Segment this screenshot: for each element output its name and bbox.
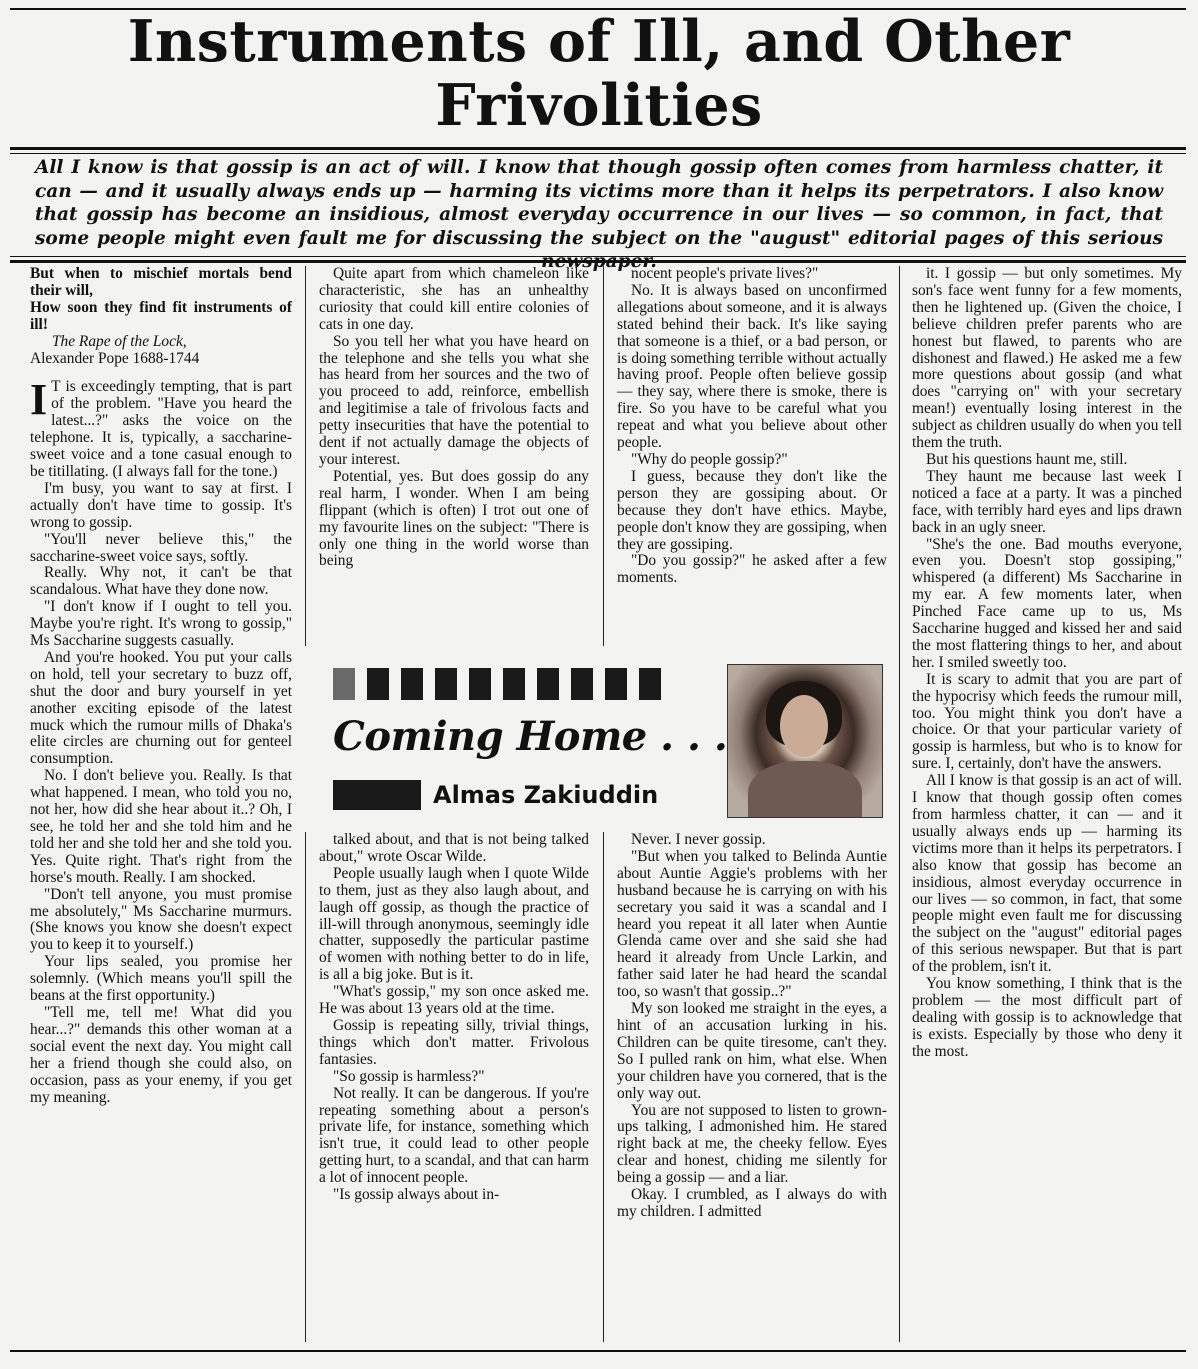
paragraph: T is exceedingly tempting, that is part of the problem. "Have you heard the latest...?" asks the voice on the telephone. It is, typically, a saccharine-sweet voice and a tone casual enough to be titillating. (I always fall for the tone.) (30, 378, 292, 480)
paragraph: "She's the one. Bad mouths everyone, even you. Doesn't stop gossiping," whispered (a different) Ms Saccharine in my ear. A few moments later, when Pinched Face came up to us, Ms Saccharine hugged and kissed her and said the most flattering things to her, and about her. I smiled sweetly too. (912, 535, 1182, 671)
paragraph: You know something, I think that is the problem — the most difficult part of dealing with gossip is to acknowledge that is exists. Especially by those who deny it the most. (912, 975, 1182, 1060)
headline: Instruments of Ill, and Other Frivolities (127, 8, 1071, 139)
paragraph: Gossip is repeating silly, trivial things, things which don't matter. Frivolous fantasies. (319, 1016, 589, 1068)
decorative-square (469, 668, 491, 700)
paragraph: "What's gossip," my son once asked me. He was about 13 years old at the time. (319, 983, 589, 1018)
decorative-square (571, 668, 593, 700)
column-4 (912, 266, 1182, 1061)
drop-cap: I (30, 375, 48, 425)
column-rule (899, 266, 900, 1342)
paragraph: "I don't know if I ought to tell you. Maybe you're right. It's wrong to gossip," Ms Saccharine suggests casually. (30, 598, 292, 650)
paragraph: They haunt me because last week I noticed a face at a party. It was a pinched face, with terribly hard eyes and lips drawn back in an ugly sneer. (912, 467, 1182, 536)
decorative-square (605, 668, 627, 700)
decorative-square (435, 668, 457, 700)
paragraph: Okay. I crumbled, as I always do with my children. I admitted (617, 1186, 887, 1220)
column-title: Coming Home . . . (333, 713, 728, 760)
column-logo-box (329, 660, 887, 824)
intro-paragraph: All I know is that gossip is an act of will. I know that though gossip often comes from harmless chatter, it can — and it usually always ends up — harming its victims more than it helps its perpetrators. I also know that gossip has become an insidious, almost everyday occurrence in our lives — so common, in fact, that some people might even fault me for discussing the subject on the "august" editorial pages of this serious newspaper. (35, 157, 1163, 272)
paragraph: "Is gossip always about in- (333, 1186, 500, 1204)
paragraph: I'm busy, you want to say at first. I actually don't have time to gossip. It's wrong to gossip. (30, 479, 292, 531)
intro-top-rule (10, 147, 1186, 154)
photo-body (748, 761, 862, 818)
column-rule (305, 832, 306, 1342)
column-rule (305, 266, 306, 646)
paragraph: You are not supposed to listen to grown-ups talking, I admonished him. He stared right back at me, the cheeky fellow. Eyes clear and honest, chiding me silently for being a gossip — and a liar. (617, 1101, 887, 1187)
author-photo (727, 664, 883, 818)
paragraph: Your lips sealed, you promise her solemnly. (Which means you'll spill the beans at the first opportunity.) (30, 953, 292, 1005)
column-1 (30, 266, 292, 1106)
paragraph: People usually laugh when I quote Wilde to them, just as they also laugh about, and laugh off gossip, as though the practice of ill-will through anonymous, seemingly idle chatter, supposedly the particular pastime of women with nothing better to do in life, is all a big joke. But is it. (319, 864, 589, 984)
decorative-square (503, 668, 525, 700)
paragraph: All I know is that gossip is an act of will. I know that though gossip often comes from harmless chatter, it can — and it usually always ends up — harming its victims more than it helps its perpetrators. I also know that gossip has become an insidious, almost everyday occurrence in our lives — so common, in fact, that some people might even fault me for discussing the subject on the "august" editorial pages of this serious newspaper. But that is part of the problem, isn't it. (912, 772, 1182, 976)
paragraph: No. It is always based on unconfirmed allegations about someone, and it is always stated behind their back. It's like saying that someone is a thief, or a bad person, or is doing something terrible without actually having proof. People often believe gossip — they say, where there is smoke, there is fire. So you have to be careful what you repeat and what you believe about other people. (617, 281, 887, 452)
epigraph-source: The Rape of the Lock, (52, 332, 187, 350)
paragraph: "But when you talked to Belinda Auntie about Auntie Aggie's problems with her husband because he is carrying on with his secretary you said it was a scandal and I heard you repeat it all later when Auntie Glenda came over and she said she had heard it already from Uncle Larkin, and father said later he had heard the scandal too, so wasn't that gossip..?" (617, 847, 887, 1001)
paragraph: My son looked me straight in the eyes, a hint of an accusation lurking in his. Children can be quite tiresome, can't they. So I pulled rank on him, what else. When your children have you cornered, that is the only way out. (617, 1000, 887, 1102)
column-author: Almas Zakiuddin (433, 781, 659, 809)
epigraph-line-1: But when to mischief mortals bend their will, (30, 265, 292, 299)
paragraph: Potential, yes. But does gossip do any real harm, I wonder. When I am being flippant (which is often) I trot out one of my favourite lines on the subject: "There is only one thing in the world worse than being (319, 467, 589, 570)
column-2-bottom (319, 832, 589, 1204)
paragraph: No. I don't believe you. Really. Is that what happened. I mean, who told you no, not her, how did she hear about it..? Oh, I see, he told her and she told him and he told her and she told her and she told you. Yes. Quite right. That's right from the horse's mouth. Really. I am shocked. (30, 767, 292, 886)
decorative-square (401, 668, 423, 700)
paragraph: "So gossip is harmless?" (333, 1067, 485, 1085)
column-rule (603, 266, 604, 646)
paragraph: "Do you gossip?" he asked after a few moments. (617, 552, 887, 587)
column-3-top (617, 266, 887, 587)
decorative-square (537, 668, 559, 700)
paragraph: Quite apart from which chameleon like characteristic, she has an unhealthy curiosity that could kill entire colonies of cats in one day. (319, 265, 589, 333)
paragraph: it. I gossip — but only sometimes. My son's face went funny for a few moments, then he lightened up. (Given the choice, I believe children prefer parents who are honest but flawed, to parents who are dishonest and flawed.) He asked me a few more questions about gossip (and what does "carrying on" with your secretary mean!) eventually losing interest in the subject as children usually do when you tell them the truth. (912, 265, 1182, 452)
paragraph: So you tell her what you have heard on the telephone and she tells you what she has heard from her sources and the two of you proceed to add, reinforce, embellish and legitimise a tale of frivolous facts and petty insecurities that have the potential to dent if not actually damage the objects of your interest. (319, 332, 589, 468)
column-2-top (319, 266, 589, 570)
decorative-square (333, 668, 355, 700)
photo-face (780, 695, 828, 757)
paragraph: Never. I never gossip. (631, 831, 766, 848)
paragraph: "Don't tell anyone, you must promise me absolutely," Ms Saccharine murmurs. (She knows you know she doesn't expect you to keep it to yourself.) (30, 885, 292, 954)
column-rule (603, 832, 604, 1342)
paragraph: And you're hooked. You put your calls on hold, tell your secretary to buzz off, shut the door and bury yourself in yet another exciting episode of the latest muck which the rumour mills of Dhaka's elite circles are churning out for genteel consumption. (30, 648, 292, 768)
column-1-body (30, 375, 292, 1106)
epigraph-author: Alexander Pope 1688-1744 (30, 349, 200, 367)
column-3-bottom (617, 832, 887, 1221)
paragraph: "Tell me, tell me! What did you hear...?" demands this other woman at a social event the next day. You might call her a friend though she could also, on occasion, pass as your enemy, if you get my meaning. (30, 1003, 292, 1106)
intro-bottom-rule (10, 256, 1186, 263)
paragraph: talked about, and that is not being talked about," wrote Oscar Wilde. (319, 831, 589, 865)
epigraph-line-2: How soon they find fit instruments of ill! (30, 298, 292, 333)
paragraph: I guess, because they don't like the person they are gossiping about. Or because they don't have ethics. Maybe, people don't know they are gossiping, when they are gossiping. (617, 467, 887, 553)
decorative-squares (333, 668, 718, 702)
paragraph: "Why do people gossip?" (631, 450, 788, 468)
paragraph: It is scary to admit that you are part of the hypocrisy which feeds the rumour mill, too. You might think you don't have a choice. Or that your particular variety of gossip is harmless, but who is to know for sure. I, certainly, don't have the answers. (912, 670, 1182, 773)
paragraph: nocent people's private lives?" (631, 265, 819, 282)
paragraph: Really. Why not, it can't be that scandalous. What have they done now. (30, 564, 292, 599)
byline-bar (333, 780, 421, 810)
paragraph: But his questions haunt me, still. (926, 450, 1128, 468)
decorative-square (367, 668, 389, 700)
decorative-square (639, 668, 661, 700)
paragraph: Not really. It can be dangerous. If you're repeating something about a person's private life, for instance, something which isn't true, it could lead to other people getting hurt, to a scandal, and that can harm a lot of innocent people. (319, 1084, 589, 1187)
paragraph: "You'll never believe this," the saccharine-sweet voice says, softly. (30, 530, 292, 565)
